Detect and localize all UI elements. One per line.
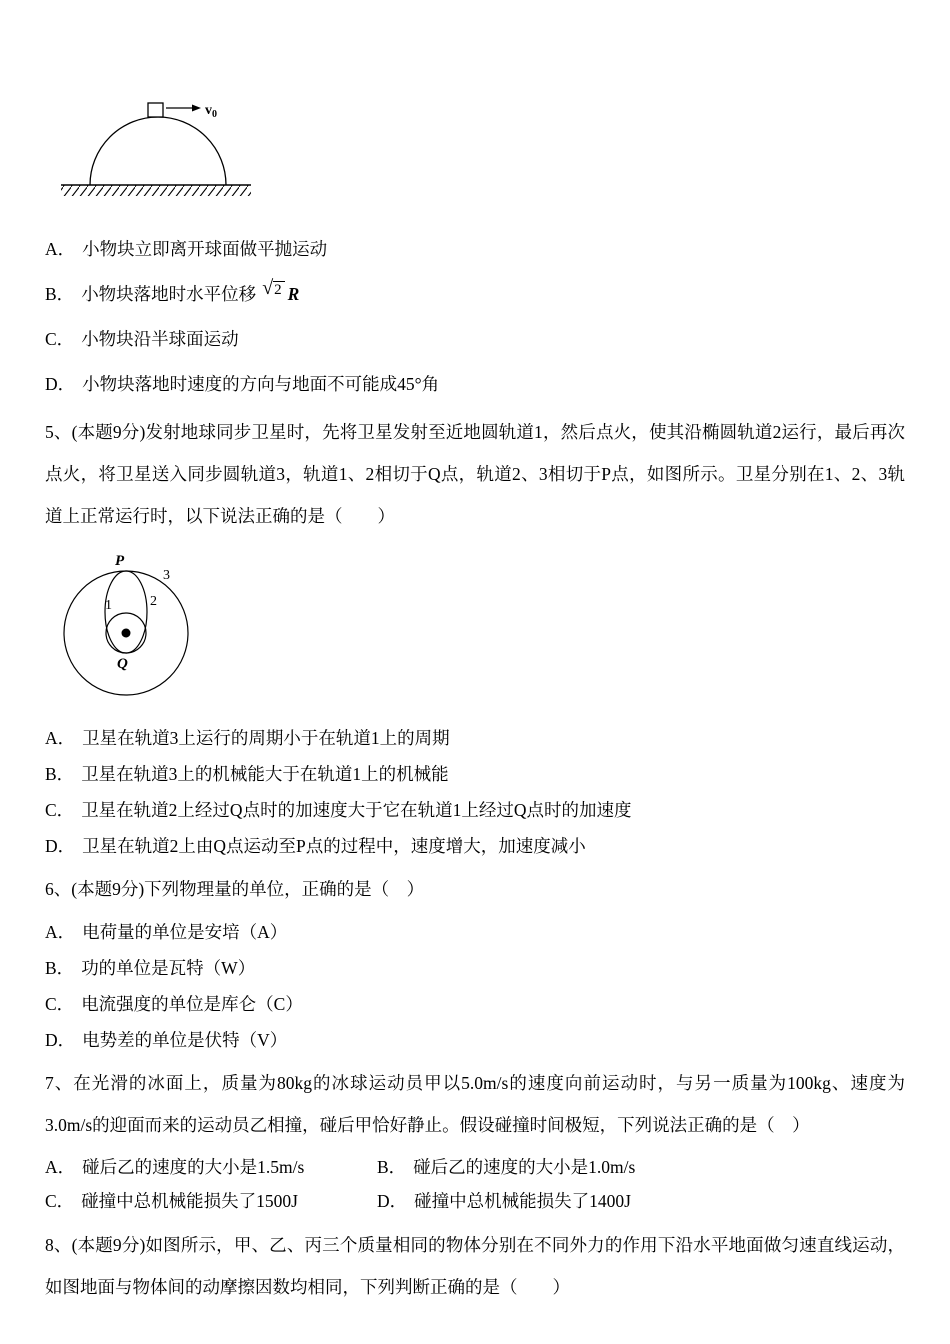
option-row	[45, 317, 905, 362]
option-label: D．	[45, 1030, 76, 1050]
hemisphere-diagram	[55, 88, 257, 200]
option-row	[45, 362, 905, 407]
option-label: C．	[45, 1191, 75, 1211]
option-text: 电荷量的单位是安培（A）	[82, 922, 288, 942]
option-text: 卫星在轨道3上的机械能大于在轨道1上的机械能	[81, 764, 449, 784]
question5-figure	[51, 545, 905, 708]
question5-options	[45, 720, 905, 864]
option-text: 小物块落地时速度的方向与地面不可能成45°角	[82, 374, 440, 394]
option-row	[45, 792, 905, 828]
question8-stem: 8、(本题9分)如图所示，甲、乙、丙三个质量相同的物体分别在不同外力的作用下沿水平地面做匀速直线运动，如图地面与物体间的动摩擦因数均相同，下列判断正确的是（ ）	[45, 1235, 905, 1297]
option-row	[45, 720, 905, 756]
question7-stem: 7、在光滑的冰面上，质量为80kg的冰球运动员甲以5.0m/s的速度向前运动时，与另一质量为100kg、速度为3.0m/s的迎面而来的运动员乙相撞，碰后甲恰好静止。假设碰撞时间极短，下列说法正确的是（ ）	[45, 1073, 905, 1135]
question5-stem: 5、(本题9分)发射地球同步卫星时，先将卫星发射至近地圆轨道1，然后点火，使其沿椭圆轨道2运行，最后再次点火，将卫星送入同步圆轨道3，轨道1、2相切于Q点，轨道2、3相切于P点，如图所示。卫星分别在1、2、3轨道上正常运行时，以下说法正确的是（ ）	[45, 422, 905, 526]
velocity-arrowhead	[192, 105, 201, 112]
option-text: 卫星在轨道3上运行的周期小于在轨道1上的周期	[82, 728, 450, 748]
option-text: 电势差的单位是伏特（V）	[82, 1030, 288, 1050]
option-text: 小物块立即离开球面做平抛运动	[82, 239, 328, 259]
option-row	[377, 1150, 635, 1184]
question6-options	[45, 914, 905, 1058]
option-text: 碰后乙的速度的大小是1.5m/s	[82, 1157, 305, 1177]
option-label: C．	[45, 329, 75, 349]
point-p-label: P	[115, 553, 125, 569]
v0-label: $v_0$	[205, 103, 217, 120]
option-row	[45, 227, 905, 272]
question7-options	[45, 1150, 905, 1218]
orbit-3-label: 3	[163, 568, 170, 583]
orbit-1-label: 1	[105, 598, 112, 613]
earth-dot	[122, 629, 131, 638]
option-row	[45, 986, 905, 1022]
question4-figure	[55, 88, 905, 205]
option-label: C．	[45, 994, 75, 1014]
orbit-2-label: 2	[150, 594, 157, 609]
option-label: A．	[45, 922, 76, 942]
question6-stem: 6、(本题9分)下列物理量的单位，正确的是（ ）	[45, 879, 425, 899]
option-text: 电流强度的单位是库仑（C）	[81, 994, 303, 1014]
ground-hatch	[61, 185, 251, 196]
option-label: D．	[45, 374, 76, 394]
option-text: 卫星在轨道2上经过Q点时的加速度大于它在轨道1上经过Q点时的加速度	[81, 800, 632, 820]
radical-sign: √2	[262, 266, 284, 313]
question4-options	[45, 227, 905, 407]
point-q-label: Q	[117, 656, 128, 672]
option-row	[377, 1184, 635, 1218]
option-row	[45, 756, 905, 792]
hemisphere-surface	[90, 117, 226, 185]
option-row	[45, 1022, 905, 1058]
option-text: 小物块落地时水平位移	[81, 284, 257, 304]
option-label: A．	[45, 239, 76, 259]
option-label: B．	[45, 284, 75, 304]
option-label: B．	[377, 1157, 407, 1177]
option-label: C．	[45, 800, 75, 820]
option-row	[45, 1150, 377, 1184]
block	[148, 103, 163, 117]
option-row	[45, 272, 905, 317]
option-text: 小物块沿半球面运动	[81, 329, 239, 349]
option-row	[45, 1184, 377, 1218]
option-label: A．	[45, 1157, 76, 1177]
option-label: B．	[45, 958, 75, 978]
satellite-orbits-diagram	[51, 545, 221, 703]
option-label: A．	[45, 728, 76, 748]
option-row	[45, 914, 905, 950]
option-text: 碰撞中总机械能损失了1400J	[414, 1191, 631, 1211]
sqrt-formula: √2 R	[262, 284, 299, 304]
option-label: B．	[45, 764, 75, 784]
option-label: D．	[45, 836, 76, 856]
option-row	[45, 828, 905, 864]
option-text: 功的单位是瓦特（W）	[81, 958, 256, 978]
option-text: 卫星在轨道2上由Q点运动至P点的过程中，速度增大，加速度减小	[82, 836, 586, 856]
option-row	[45, 950, 905, 986]
option-label: D．	[377, 1191, 408, 1211]
option-text: 碰后乙的速度的大小是1.0m/s	[413, 1157, 636, 1177]
option-text: 碰撞中总机械能损失了1500J	[81, 1191, 298, 1211]
